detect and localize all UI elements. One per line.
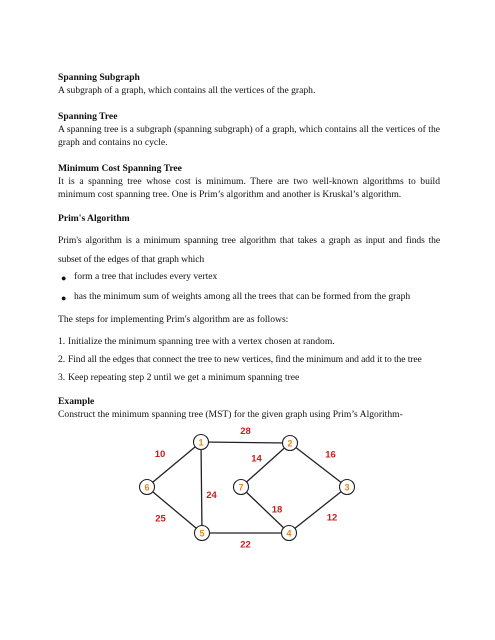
list-item — [58, 290, 440, 310]
edge-weight-label: 25 — [155, 513, 166, 525]
edge-weight-label: 18 — [271, 504, 283, 516]
bullet-text: has the minimum sum of weights among all the trees that can be formed from the graph — [74, 291, 411, 302]
bullet-text: form a tree that includes every vertex — [74, 271, 218, 282]
step-text: Initialize the minimum spanning tree with a vertex chosen at random. — [68, 336, 335, 347]
heading-mcst: Minimum Cost Spanning Tree — [58, 163, 182, 174]
graph-edge-6-5 — [147, 487, 202, 533]
edge-weight-label: 24 — [206, 490, 217, 501]
edge-weight-label: 28 — [240, 426, 251, 437]
text-steps-intro: The steps for implementing Prim's algorithm are as follows: — [58, 314, 289, 325]
text-example: Construct the minimum spanning tree (MST) for the given graph using Prim’s Algorithm- — [58, 409, 403, 420]
graph-edge-2-7 — [241, 443, 290, 487]
list-item — [58, 335, 440, 353]
step-number: 2. — [58, 354, 66, 365]
edge-weight-label: 10 — [154, 449, 166, 460]
step-text: Find all the edges that connect the tree to new vertices, find the minimum and add it to the tree — [68, 354, 422, 365]
list-item — [58, 270, 440, 290]
section-example — [58, 395, 440, 421]
graph-nodes — [140, 435, 355, 541]
heading-prims: Prim's Algorithm — [58, 213, 130, 224]
mst-example-graph — [120, 420, 370, 555]
step-number: 1. — [58, 336, 66, 347]
text-spanning-subgraph: A subgraph of a graph, which contains all the vertices of the graph. — [58, 85, 316, 96]
prims-steps-list — [58, 335, 440, 389]
node-label: 4 — [286, 528, 292, 539]
node-label: 5 — [199, 528, 205, 539]
prims-bullet-list — [58, 270, 440, 310]
list-item — [58, 353, 440, 371]
node-label: 6 — [144, 482, 150, 493]
graph-edge-1-2 — [201, 442, 290, 443]
text-mcst: It is a spanning tree whose cost is minimum. There are two well-known algorithms to build minimum cost spanning tree. One is Prim’s algorithm and another is Kruskal’s algorithm. — [58, 176, 440, 200]
heading-example: Example — [58, 396, 95, 407]
step-text: Keep repeating step 2 until we get a minimum spanning tree — [68, 372, 300, 383]
node-label: 1 — [198, 437, 204, 448]
graph-edge-3-4 — [289, 487, 347, 533]
heading-spanning-subgraph: Spanning Subgraph — [58, 72, 140, 83]
node-label: 3 — [344, 482, 350, 493]
heading-spanning-tree: Spanning Tree — [58, 111, 118, 122]
node-label: 7 — [238, 482, 244, 493]
edge-weight-label: 22 — [240, 539, 251, 551]
bullet-icon: ● — [61, 293, 67, 303]
list-item — [58, 371, 440, 389]
edge-weight-label: 12 — [326, 512, 338, 524]
node-label: 2 — [287, 438, 293, 449]
section-mcst — [58, 162, 440, 201]
edge-weight-label: 16 — [325, 449, 336, 461]
bullet-icon: ● — [61, 273, 67, 283]
step-number: 3. — [58, 372, 66, 383]
graph-edge-1-5 — [201, 442, 202, 533]
text-prims-intro: Prim's algorithm is a minimum spanning tree algorithm that takes a graph as input and finds the subset of the edges of that graph which — [58, 235, 440, 265]
text-spanning-tree: A spanning tree is a subgraph (spanning subgraph) of a graph, which contains all the vertices of the graph and contains no cycle. — [58, 124, 440, 148]
edge-weight-label: 14 — [251, 453, 262, 465]
graph-edge-2-3 — [290, 443, 347, 487]
section-spanning-tree — [58, 110, 440, 149]
section-spanning-subgraph — [58, 71, 440, 97]
section-prims — [58, 212, 440, 389]
